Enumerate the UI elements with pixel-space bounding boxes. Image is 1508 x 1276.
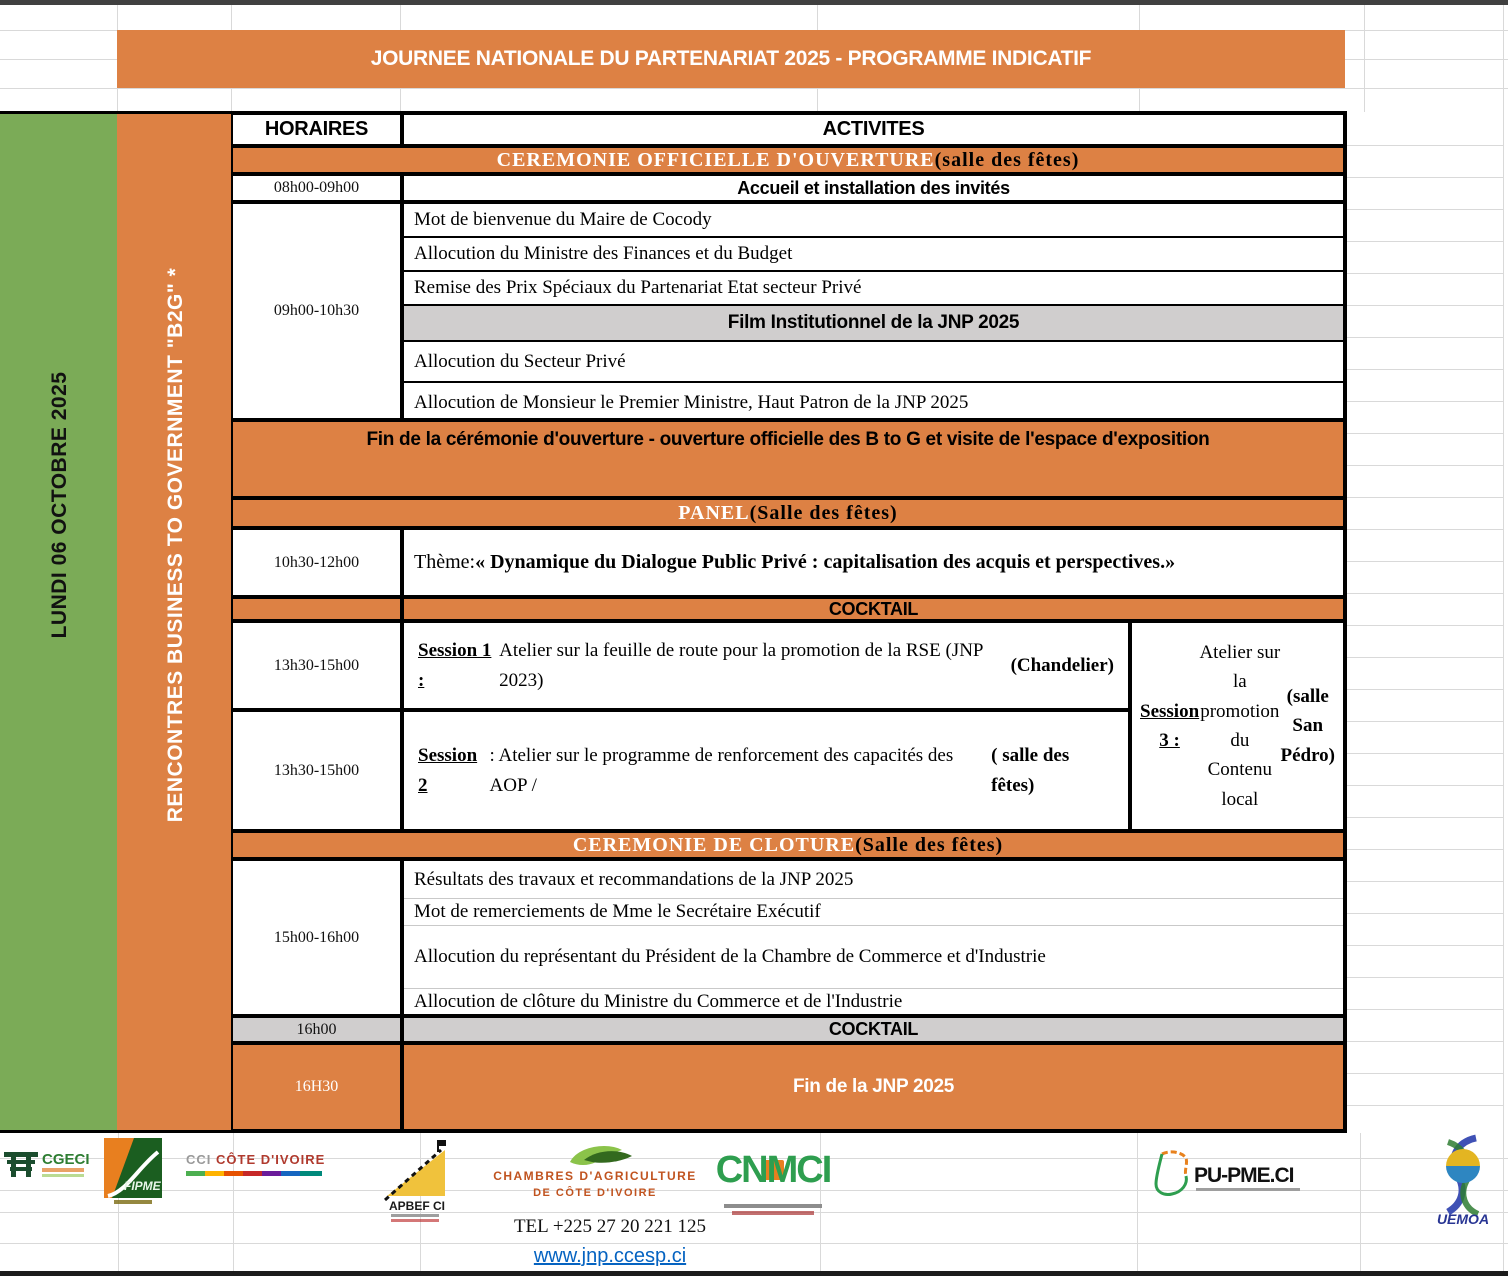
gridline (1137, 1133, 1138, 1271)
svg-text:CNMCI: CNMCI (716, 1149, 830, 1191)
gridline (1364, 5, 1365, 112)
col-header-activites: ACTIVITES (402, 113, 1345, 146)
svg-text:APBEF CI: APBEF CI (389, 1199, 446, 1213)
session2-time: 13h30-15h00 (231, 710, 402, 831)
closing-activities-block (402, 859, 1345, 1016)
session2-cell: Session 2 : Atelier sur le programme de renforcement des capacités des AOP / ( salle des fêtes) (402, 710, 1130, 831)
opening-activities-block (402, 202, 1345, 420)
activity-row: Mot de bienvenue du Maire de Cocody (404, 204, 1343, 238)
session1-cell: Session 1 : Atelier sur la feuille de route pour la promotion de la RSE (JNP 2023) (Chandelier) (402, 621, 1130, 710)
top-bar (0, 0, 1508, 5)
session3-cell: Session 3 : Atelier sur la promotion du Contenu local (salle San Pédro) (1130, 621, 1345, 831)
cocktail1-row: COCKTAIL (402, 597, 1345, 621)
closing-heading: CEREMONIE DE CLOTURE (Salle des fêtes) (231, 831, 1345, 859)
svg-text:FIPME: FIPME (124, 1179, 161, 1193)
right-margin-grid (1347, 114, 1503, 1133)
col-header-horaires: HORAIRES (231, 113, 402, 146)
fin-ceremonie-banner: Fin de la cérémonie d'ouverture - ouverture officielle des B to G et visite de l'espace d'exposition (231, 420, 1345, 498)
closing-block-time: 15h00-16h00 (231, 859, 402, 1016)
title-banner (117, 30, 1345, 88)
pupme-logo (1148, 1148, 1310, 1208)
title-banner-text: JOURNEE NATIONALE DU PARTENARIAT 2025 - PROGRAMME INDICATIF (370, 47, 1092, 70)
track-label: RENCONTRES BUSINESS TO GOVERNMENT "B2G" * (164, 267, 187, 823)
fin-jnp-row: Fin de la JNP 2025 (402, 1043, 1345, 1131)
accueil-time: 08h00-09h00 (231, 174, 402, 202)
cocktail2-row: COCKTAIL (402, 1016, 1345, 1043)
svg-text:PU-PME.CI: PU-PME.CI (1194, 1164, 1294, 1187)
session1-time: 13h30-15h00 (231, 621, 402, 710)
opening-block-time: 09h00-10h30 (231, 202, 402, 420)
accueil-activity: Accueil et installation des invités (402, 174, 1345, 202)
footer-tel: TEL +225 27 20 221 125 (513, 1216, 707, 1237)
svg-text:CGECI: CGECI (42, 1151, 90, 1168)
gridline (1360, 1133, 1361, 1271)
cocktail1-time-cell (231, 597, 402, 621)
activity-row: Allocution du Secteur Privé (404, 342, 1343, 383)
cocktail2-time: 16h00 (231, 1016, 402, 1043)
opening-heading: CEREMONIE OFFICIELLE D'OUVERTURE (salle des fêtes) (231, 146, 1345, 174)
activity-row: Résultats des travaux et recommandations de la JNP 2025 (404, 861, 1343, 899)
apbef-logo (383, 1138, 449, 1224)
website-link[interactable]: www.jnp.ccesp.ci (533, 1245, 687, 1267)
activity-row: Mot de remerciements de Mme le Secrétaire Exécutif (404, 899, 1343, 926)
activity-row: Allocution du représentant du Président de la Chambre de Commerce et d'Industrie (404, 926, 1343, 989)
svg-text:CHAMBRES D'AGRICULTURE: CHAMBRES D'AGRICULTURE (493, 1169, 697, 1183)
fin-jnp-time: 16H30 (231, 1043, 402, 1131)
activity-row: Remise des Prix Spéciaux du Partenariat Etat secteur Privé (404, 272, 1343, 306)
panel-time: 10h30-12h00 (231, 528, 402, 597)
activity-row: Allocution de Monsieur le Premier Ministre, Haut Patron de la JNP 2025 (414, 391, 969, 413)
svg-text:UEMOA: UEMOA (1436, 1211, 1490, 1227)
fipme-logo (100, 1138, 166, 1208)
cci-color-stripe (186, 1171, 322, 1176)
panel-heading: PANEL (Salle des fêtes) (231, 498, 1345, 528)
day-label: LUNDI 06 OCTOBRE 2025 (48, 371, 71, 639)
gridline (1503, 5, 1504, 1271)
agriculture-logo (492, 1140, 698, 1204)
gridline (0, 88, 1508, 89)
cci-logo-text: CCI CÔTE D'IVOIRE (186, 1152, 326, 1167)
cnmci-logo (716, 1138, 830, 1224)
activity-row: Allocution de clôture du Ministre du Commerce et de l'Industrie (414, 990, 903, 1012)
footer-website (405, 1245, 815, 1269)
gridline (0, 1243, 1508, 1244)
uemoa-logo (1418, 1132, 1508, 1230)
cgeci-logo (2, 1146, 90, 1190)
film-row: Film Institutionnel de la JNP 2025 (404, 306, 1343, 342)
panel-theme: Thème: « Dynamique du Dialogue Public Privé : capitalisation des acquis et perspectives.» (402, 528, 1345, 597)
cgeci-gate-icon (4, 1152, 38, 1177)
cci-logo (186, 1152, 328, 1192)
svg-text:DE CÔTE D'IVOIRE: DE CÔTE D'IVOIRE (533, 1187, 657, 1199)
activity-row: Allocution du Ministre des Finances et du Budget (404, 238, 1343, 272)
bottom-bar (0, 1271, 1508, 1276)
